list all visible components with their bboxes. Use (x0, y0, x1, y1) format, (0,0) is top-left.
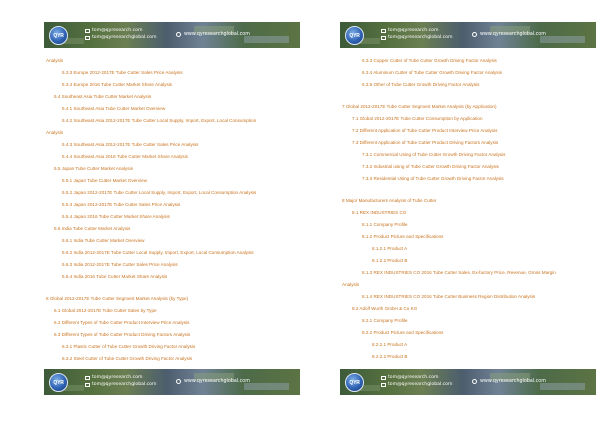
email-icon (85, 376, 90, 380)
toc-entry[interactable]: 6.3.3 Copper Cutter of Tube Cutter Growth Driving Factor Analysis (362, 58, 497, 63)
banner-email-2[interactable]: tom@qyresearchglobal.com (388, 35, 453, 40)
toc-entry[interactable]: 8.1.2 Product Picture and Specifications (362, 234, 444, 239)
banner-website[interactable]: www.qyresearchglobal.com (184, 32, 250, 37)
footer-banner (340, 369, 596, 395)
toc-entry[interactable]: 5.5.2 Japan 2012-2017E Tube Cutter Local Supply, Import, Export, Local Consumption Analysis (62, 190, 257, 195)
toc-entry[interactable]: 5.6.2 India 2012-2017E Tube Cutter Local Supply, Import, Export, Local Consumption Analysis (62, 250, 254, 255)
toc-entry[interactable]: 7.3.2 Industrial using of Tube Cutter Growth Driving Factor Analysis (362, 164, 499, 169)
toc-entry[interactable]: 8.1.3 REX INDUSTRIES CO 2016 Tube Cutter Sales, Ex-factory Price, Revenue, Gross Margin (362, 270, 556, 275)
email-icon (381, 36, 386, 40)
email-icon (85, 29, 90, 33)
email-icon (381, 376, 386, 380)
qyr-logo: QYR (49, 373, 68, 392)
footer-banner (44, 369, 300, 395)
toc-entry[interactable]: 5.5.3 Japan 2012-2017E Tube Cutter Sales Price Analysis (62, 202, 181, 207)
qyr-logo: QYR (345, 26, 364, 45)
toc-entry[interactable]: 6.3 Different Types of Tube Cutter Product Driving Factors Analysis (54, 332, 191, 337)
banner-email-2[interactable]: tom@qyresearchglobal.com (92, 35, 157, 40)
left-page (44, 0, 300, 424)
toc-entry[interactable]: 5.3.3 Europe 2012-2017E Tube Cutter Sales Price Analysis (62, 70, 183, 75)
toc-entry[interactable]: 6.3.1 Plastic Cutter of Tube Cutter Growth Driving Factor Analysis (62, 344, 196, 349)
banner-website[interactable]: www.qyresearchglobal.com (184, 379, 250, 384)
toc-entry[interactable]: 6.1 Global 2012-2017E Tube Cutter Sales by Type (54, 308, 157, 313)
globe-icon (472, 32, 477, 37)
banner-email-2[interactable]: tom@qyresearchglobal.com (388, 382, 453, 387)
toc-entry[interactable]: 8.2.1 Company Profile (362, 318, 408, 323)
toc-entry[interactable]: 5.5.1 Japan Tube Cutter Market Overview (62, 178, 148, 183)
toc-entry[interactable]: 8.1.2.1 Product A (372, 246, 408, 251)
banner-email-1[interactable]: tom@qyresearch.com (388, 28, 439, 33)
qyr-logo: QYR (345, 373, 364, 392)
toc-entry[interactable]: 5.4 Southeast Asia Tube Cutter Market Analysis (54, 94, 152, 99)
toc-entry[interactable]: 8.1 REX INDUSTRIES CO (352, 210, 407, 215)
toc-entry[interactable]: 8.2.2 Product Picture and Specifications (362, 330, 444, 335)
toc-entry[interactable]: Analysis (46, 130, 64, 135)
toc-entry[interactable]: 6.3.5 Other of Tube Cutter Growth Driving Factor Analysis (362, 82, 480, 87)
toc-entry[interactable]: 6.3.2 Steel Cutter of Tube Cutter Growth Driving Factor Analysis (62, 356, 193, 361)
toc-entry[interactable]: 5.5 Japan Tube Cutter Market Analysis (54, 166, 133, 171)
email-icon (381, 29, 386, 33)
toc-entry[interactable]: 5.4.1 Southeast Asia Tube Cutter Market Overview (62, 106, 166, 111)
banner-email-2[interactable]: tom@qyresearchglobal.com (92, 382, 157, 387)
banner-email-1[interactable]: tom@qyresearch.com (92, 375, 143, 380)
toc-entry[interactable]: 5.4.2 Southeast Asia 2012-2017E Tube Cutter Local Supply, Import, Export, Local Consumption (62, 118, 257, 123)
globe-icon (472, 379, 477, 384)
toc-entry[interactable]: 5.6.4 India 2016 Tube Cutter Market Share Analysis (62, 274, 168, 279)
banner-website[interactable]: www.qyresearchglobal.com (480, 379, 546, 384)
toc-entry[interactable]: 8 Major Manufacturers Analysis of Tube Cutter (342, 198, 437, 203)
globe-icon (176, 32, 181, 37)
toc-entry[interactable]: 5.3.4 Europe 2016 Tube Cutter Market Share Analysis (62, 82, 173, 87)
banner-email-1[interactable]: tom@qyresearch.com (92, 28, 143, 33)
toc-entry[interactable]: 7.3 Different Application of Tube Cutter Product Driving Factors Analysis (352, 140, 499, 145)
email-icon (85, 36, 90, 40)
toc-entry[interactable]: 6.3.4 Aluminum Cutter of Tube Cutter Growth Driving Factor Analysis (362, 70, 502, 75)
toc-entry[interactable]: 7.3.3 Residential Using of Tube Cutter Growth Driving Factor Analysis (362, 176, 504, 181)
toc-entry[interactable]: Analysis (342, 282, 360, 287)
toc-entry[interactable]: 5.6 India Tube Cutter Market Analysis (54, 226, 131, 231)
banner-website[interactable]: www.qyresearchglobal.com (480, 32, 546, 37)
email-icon (85, 383, 90, 387)
email-icon (381, 383, 386, 387)
toc-entry[interactable]: 8.1.4 REX INDUSTRIES CO 2016 Tube Cutter Business Region Distribution Analysis (362, 294, 536, 299)
toc-entry[interactable]: 5.5.4 Japan 2016 Tube Cutter Market Share Analysis (62, 214, 170, 219)
banner-email-1[interactable]: tom@qyresearch.com (388, 375, 439, 380)
toc-entry[interactable]: 7.1 Global 2012-2017E Tube Cutter Consumption by Application (352, 116, 483, 121)
header-banner (44, 22, 300, 48)
header-banner (340, 22, 596, 48)
toc-entry[interactable]: 8.2.2.1 Product A (372, 342, 408, 347)
toc-entry[interactable]: Analysis (46, 58, 64, 63)
toc-entry[interactable]: 8.2.2.2 Product B (372, 354, 408, 359)
toc-entry[interactable]: 6 Global 2012-2017E Tube Cutter Segment Market Analysis (by Type) (46, 296, 189, 301)
toc-entry[interactable]: 7 Global 2012-2017E Tube Cutter Segment Market Analysis (by Application) (342, 104, 497, 109)
toc-entry[interactable]: 5.4.4 Southeast Asia 2016 Tube Cutter Market Share Analysis (62, 154, 188, 159)
toc-entry[interactable]: 7.3.1 Commercial Using of Tube Cutter Growth Driving Factor Analysis (362, 152, 506, 157)
toc-entry[interactable]: 6.2 Different Types of Tube Cutter Product Interview Price Analysis (54, 320, 190, 325)
qyr-logo: QYR (49, 26, 68, 45)
toc-entry[interactable]: 8.1.1 Company Profile (362, 222, 408, 227)
toc-entry[interactable]: 8.1.2.2 Product B (372, 258, 408, 263)
toc-entry[interactable]: 5.4.3 Southeast Asia 2012-2017E Tube Cutter Sales Price Analysis (62, 142, 199, 147)
right-page (340, 0, 596, 424)
toc-entry[interactable]: 5.6.3 India 2012-2017E Tube Cutter Sales Price Analysis (62, 262, 178, 267)
globe-icon (176, 379, 181, 384)
toc-entry[interactable]: 8.2 Adolf Wurth GmbH & Co KG (352, 306, 418, 311)
toc-entry[interactable]: 5.6.1 India Tube Cutter Market Overview (62, 238, 145, 243)
toc-entry[interactable]: 7.2 Different Application of Tube Cutter Product Interview Price Analysis (352, 128, 498, 133)
